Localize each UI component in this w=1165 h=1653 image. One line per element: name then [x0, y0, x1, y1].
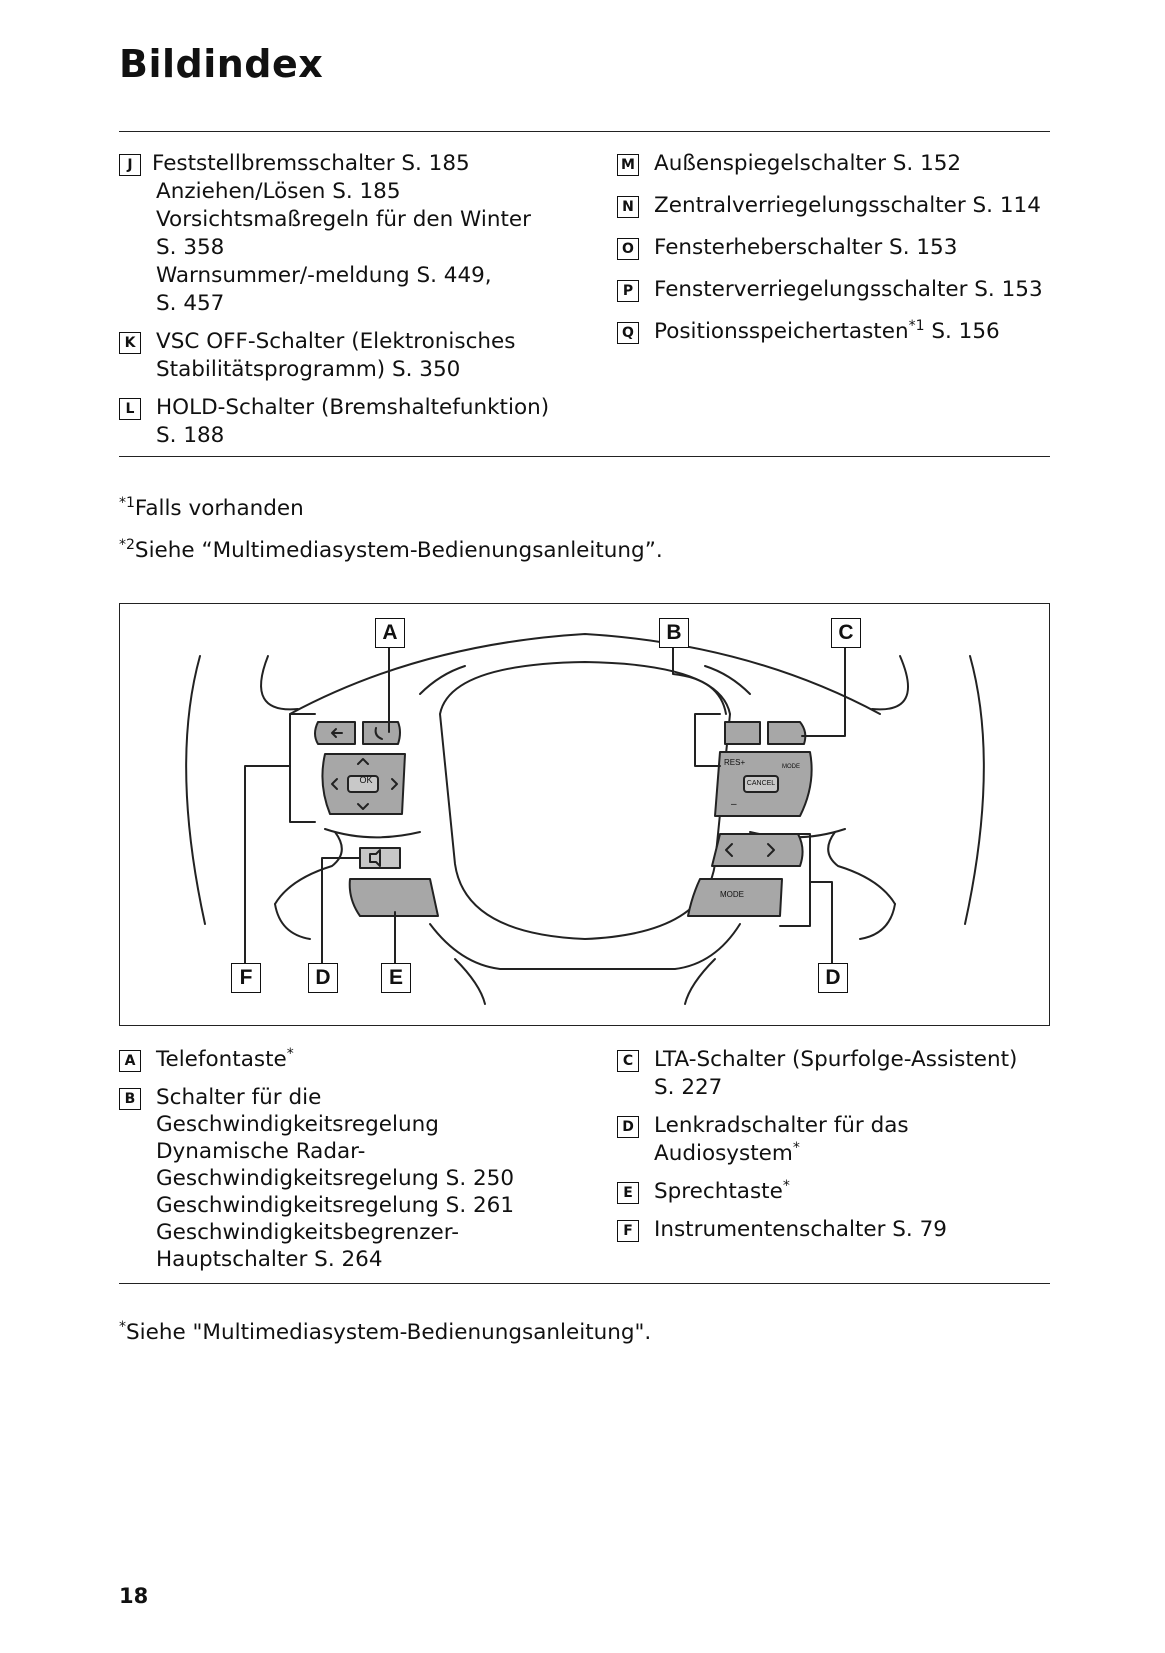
footnote-marker: *	[792, 1139, 800, 1156]
footnote-1	[119, 496, 304, 521]
index-entry-n	[617, 192, 1047, 220]
entry-line: LTA-Schalter (Spurfolge-Assistent)	[654, 1047, 1018, 1072]
bottom-footnote	[119, 1320, 651, 1345]
entry-text: Positionsspeichertasten	[654, 319, 909, 344]
key-box: N	[617, 196, 639, 218]
steering-wheel-figure	[119, 603, 1050, 1026]
index-column-bottom-right	[617, 1046, 1047, 1254]
index-entry-b	[119, 1084, 589, 1273]
hub-left-curve	[420, 666, 465, 694]
res-label: RES+	[724, 758, 746, 767]
phone-button	[363, 722, 400, 744]
entry-line: S. 457	[156, 291, 225, 316]
key-box: M	[617, 154, 639, 176]
entry-text: Audiosystem	[654, 1141, 793, 1166]
footnote-text: Siehe "Multimediasystem-Bedienungsanleitung".	[126, 1320, 652, 1345]
callout-d-left: D	[308, 963, 338, 993]
top-rule	[119, 131, 1050, 132]
leader-d-right	[810, 882, 832, 964]
entry-line: Geschwindigkeitsbegrenzer-	[156, 1220, 459, 1245]
index-entry-f	[617, 1216, 1047, 1244]
airbag-cover	[440, 662, 730, 939]
entry-line: S. 358	[156, 235, 225, 260]
rim-left-inner	[261, 656, 298, 709]
index-entry-p	[617, 276, 1047, 304]
entry-line	[654, 1178, 1047, 1206]
entry-text: Sprechtaste	[654, 1179, 783, 1204]
entry-line	[654, 318, 1047, 346]
entry-line: Zentralverriegelungsschalter S. 114	[654, 193, 1041, 218]
entry-line: Warnsummer/-meldung S. 449,	[156, 263, 492, 288]
footnote-marker: *1	[908, 317, 925, 334]
right-lower-grip	[860, 904, 895, 939]
leader-f-bracket	[290, 714, 315, 822]
key-box: Q	[617, 322, 639, 344]
cancel-label: CANCEL	[746, 780, 776, 787]
index-entry-m	[617, 150, 1047, 178]
entry-line: Feststellbremsschalter S. 185	[152, 151, 470, 176]
key-box: L	[119, 398, 141, 420]
leader-c	[802, 646, 845, 736]
index-entry-k	[119, 328, 589, 384]
index-entry-l	[119, 394, 589, 450]
hub-right-curve	[705, 666, 750, 694]
index-column-top-left	[119, 150, 589, 460]
callout-e: E	[381, 963, 411, 993]
entry-line: Anziehen/Lösen S. 185	[156, 179, 401, 204]
footnote-marker: *	[119, 1318, 126, 1335]
steering-wheel-illustration	[120, 604, 1049, 1025]
leader-d-left	[322, 858, 360, 964]
rim-right-inner	[872, 656, 908, 709]
key-box: C	[617, 1050, 639, 1072]
leader-b-bracket	[695, 714, 720, 766]
callout-b: B	[659, 618, 689, 648]
minus-label: –	[731, 799, 737, 810]
entry-line: Stabilitätsprogramm) S. 350	[156, 357, 461, 382]
rim-right-outer	[965, 656, 984, 924]
callout-f: F	[231, 963, 261, 993]
entry-line: Geschwindigkeitsregelung S. 261	[156, 1193, 515, 1218]
mode-label: MODE	[720, 890, 744, 899]
footnote-marker: *	[782, 1177, 790, 1194]
entry-line: VSC OFF-Schalter (Elektronisches	[156, 329, 516, 354]
page-number: 18	[119, 1584, 149, 1608]
section-rule	[119, 456, 1050, 457]
key-box: B	[119, 1088, 141, 1110]
bottom-rule	[119, 1283, 1050, 1284]
key-box: J	[119, 154, 141, 176]
key-box: P	[617, 280, 639, 302]
callout-d-right: D	[818, 963, 848, 993]
index-column-bottom-left	[119, 1046, 589, 1283]
key-box: K	[119, 332, 141, 354]
footnote-marker: *1	[119, 494, 135, 511]
key-box: D	[617, 1116, 639, 1138]
spoke-right-side	[828, 832, 895, 904]
entry-page-ref: S. 156	[924, 319, 1000, 344]
key-box: A	[119, 1050, 141, 1072]
entry-line: Vorsichtsmaßregeln für den Winter	[156, 207, 531, 232]
key-box: E	[617, 1182, 639, 1204]
ok-label: OK	[359, 775, 373, 785]
entry-line: Instrumentenschalter S. 79	[654, 1217, 947, 1242]
entry-line: Geschwindigkeitsregelung S. 250	[156, 1166, 515, 1191]
footnote-2	[119, 538, 663, 563]
left-lower-grip	[275, 904, 310, 939]
entry-line: S. 227	[654, 1075, 723, 1100]
leader-f	[245, 766, 290, 964]
entry-line: HOLD-Schalter (Bremshaltefunktion)	[156, 395, 550, 420]
spoke-left-upper	[325, 829, 420, 837]
entry-line: Dynamische Radar-	[156, 1139, 366, 1164]
index-entry-j	[119, 150, 589, 318]
entry-line	[654, 1140, 1047, 1168]
index-entry-c	[617, 1046, 1047, 1102]
footnote-marker: *	[286, 1045, 294, 1062]
distance-button	[725, 722, 760, 744]
footnote-text: Siehe “Multimediasystem-Bedienungsanleitung”.	[134, 538, 663, 563]
leader-b	[673, 646, 726, 714]
index-entry-e	[617, 1178, 1047, 1206]
lower-hub	[430, 924, 740, 969]
index-entry-q	[617, 318, 1047, 346]
index-column-top-right	[617, 150, 1047, 356]
entry-line: Lenkradschalter für das	[654, 1113, 909, 1138]
entry-line: Geschwindigkeitsregelung	[156, 1112, 439, 1137]
voice-button	[350, 879, 438, 916]
lower-left-stem	[455, 959, 485, 1004]
entry-line: Außenspiegelschalter S. 152	[654, 151, 962, 176]
lta-button	[768, 722, 805, 744]
rim-left-outer	[186, 656, 205, 924]
entry-line: Fensterverriegelungsschalter S. 153	[654, 277, 1043, 302]
footnote-text: Falls vorhanden	[134, 496, 304, 521]
callout-c: C	[831, 618, 861, 648]
page-title: Bildindex	[119, 42, 324, 86]
callout-a: A	[375, 618, 405, 648]
index-entry-a	[119, 1046, 589, 1074]
entry-line: Hauptschalter S. 264	[156, 1247, 383, 1272]
entry-line: S. 188	[156, 423, 225, 448]
entry-line	[156, 1046, 589, 1074]
entry-line: Fensterheberschalter S. 153	[654, 235, 958, 260]
mode-small-label: MODE	[782, 764, 800, 770]
key-box: F	[617, 1220, 639, 1242]
index-entry-o	[617, 234, 1047, 262]
entry-line: Schalter für die	[156, 1085, 322, 1110]
key-box: O	[617, 238, 639, 260]
entry-text: Telefontaste	[156, 1047, 287, 1072]
footnote-marker: *2	[119, 536, 135, 553]
index-entry-d	[617, 1112, 1047, 1168]
spoke-left-side	[275, 832, 342, 904]
